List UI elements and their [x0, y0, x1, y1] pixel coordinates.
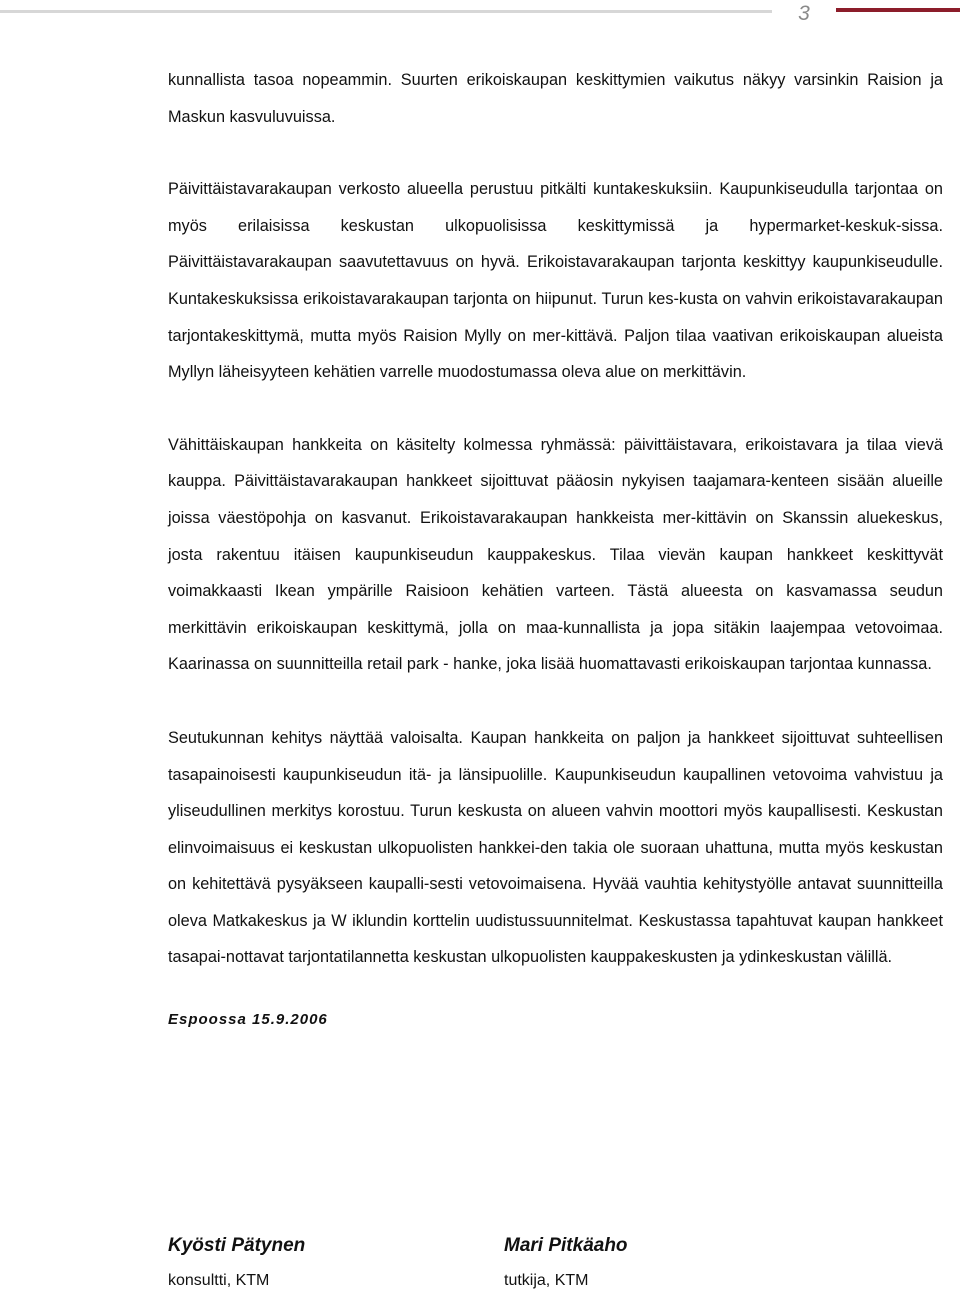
dateline: Espoossa 15.9.2006 — [168, 1011, 328, 1029]
signer-name: Mari Pitkäaho — [504, 1235, 628, 1256]
header-rule-grey — [0, 10, 772, 13]
paragraph: Seutukunnan kehitys näyttää valoisalta. Kaupan hankkeita on paljon ja hankkeet sijoittuvat suhteellisen tasapainoisesti kaupunkiseudun itä- ja länsipuolille. Kaupunkiseudun kaupallinen vetovoima vahvistuu ja yliseudullinen merkitys korostuu. Turun keskusta on alueen vahvin moottori myös kaupallisesti. Keskustan elinvoimaisuus ei keskustan ulkopuolisten hankkei-den takia ole suoraan uhattuna, mutta myös keskustan on kehitettävä pysyäkseen kaupalli-sesti vetovoimaisena. Hyvää vauhtia kehitystyölle antavat suunnitteilla oleva Matkakeskus ja W iklundin korttelin uudistussuunnitelmat. Keskustassa tapahtuvat kaupan hankkeet tasapai-nottavat tarjontatilannetta keskustan ulkopuolisten kauppakeskusten ja ydinkeskustan välillä. — [168, 728, 943, 967]
signature-2 — [504, 1232, 628, 1293]
signer-title: tutkija, KTM — [504, 1272, 589, 1289]
header-rule-accent — [836, 8, 960, 12]
signer-name: Kyösti Pätynen — [168, 1235, 306, 1256]
document-body — [168, 62, 943, 1032]
page-number: 3 — [798, 2, 810, 25]
signature-1 — [168, 1232, 305, 1293]
signer-title: konsultti, KTM — [168, 1272, 270, 1289]
paragraph: Vähittäiskaupan hankkeita on käsitelty kolmessa ryhmässä: päivittäistavara, erikoistavara ja tilaa vievä kauppa. Päivittäistavarakaupan hankkeet sijoittuvat pääosin nykyisen taajamara-kenteen sisään alueille joissa väestöpohja on kasvanut. Erikoistavarakaupan hankkeista mer-kittävin on Skanssin aluekeskus, josta rakentuu itäisen kaupunkiseudun kauppakeskus. Tilaa vievän kaupan hankkeet keskittyvät voimakkaasti Ikean ympärille Raisioon kehätien varteen. Tästä alueesta on kasvamassa seudun merkittävin erikoiskaupan keskittymä, jolla on maa-kunnallista ja jopa sitäkin laajempaa vetovoimaa. Kaarinassa on suunnitteilla retail park - hanke, joka lisää huomattavasti erikoiskaupan tarjontaa kunnassa. — [168, 435, 943, 674]
paragraph: kunnallista tasoa nopeammin. Suurten erikoiskaupan keskittymien vaikutus näkyy varsinkin Raision ja Maskun kasvuluvuissa. — [168, 71, 943, 126]
paragraph: Päivittäistavarakaupan verkosto alueella perustuu pitkälti kuntakeskuksiin. Kaupunkiseudulla tarjontaa on myös erilaisissa keskustan ulkopuolisissa keskittymissä ja hypermarket-keskuk-sissa. Päivittäistavarakaupan saavutettavuus on hyvä. Erikoistavarakaupan tarjonta keskittyy kaupunkiseudulle. Kuntakeskuksissa erikoistavarakaupan tarjonta on hiipunut. Turun kes-kusta on vahvin erikoistavarakaupan tarjontakeskittymä, mutta myös Raision Mylly on mer-kittävä. Paljon tilaa vaativan erikoiskaupan alueista Myllyn läheisyyteen kehätien varrelle muodostumassa oleva alue on merkittävin. — [168, 180, 943, 382]
signature-block — [168, 1232, 768, 1294]
